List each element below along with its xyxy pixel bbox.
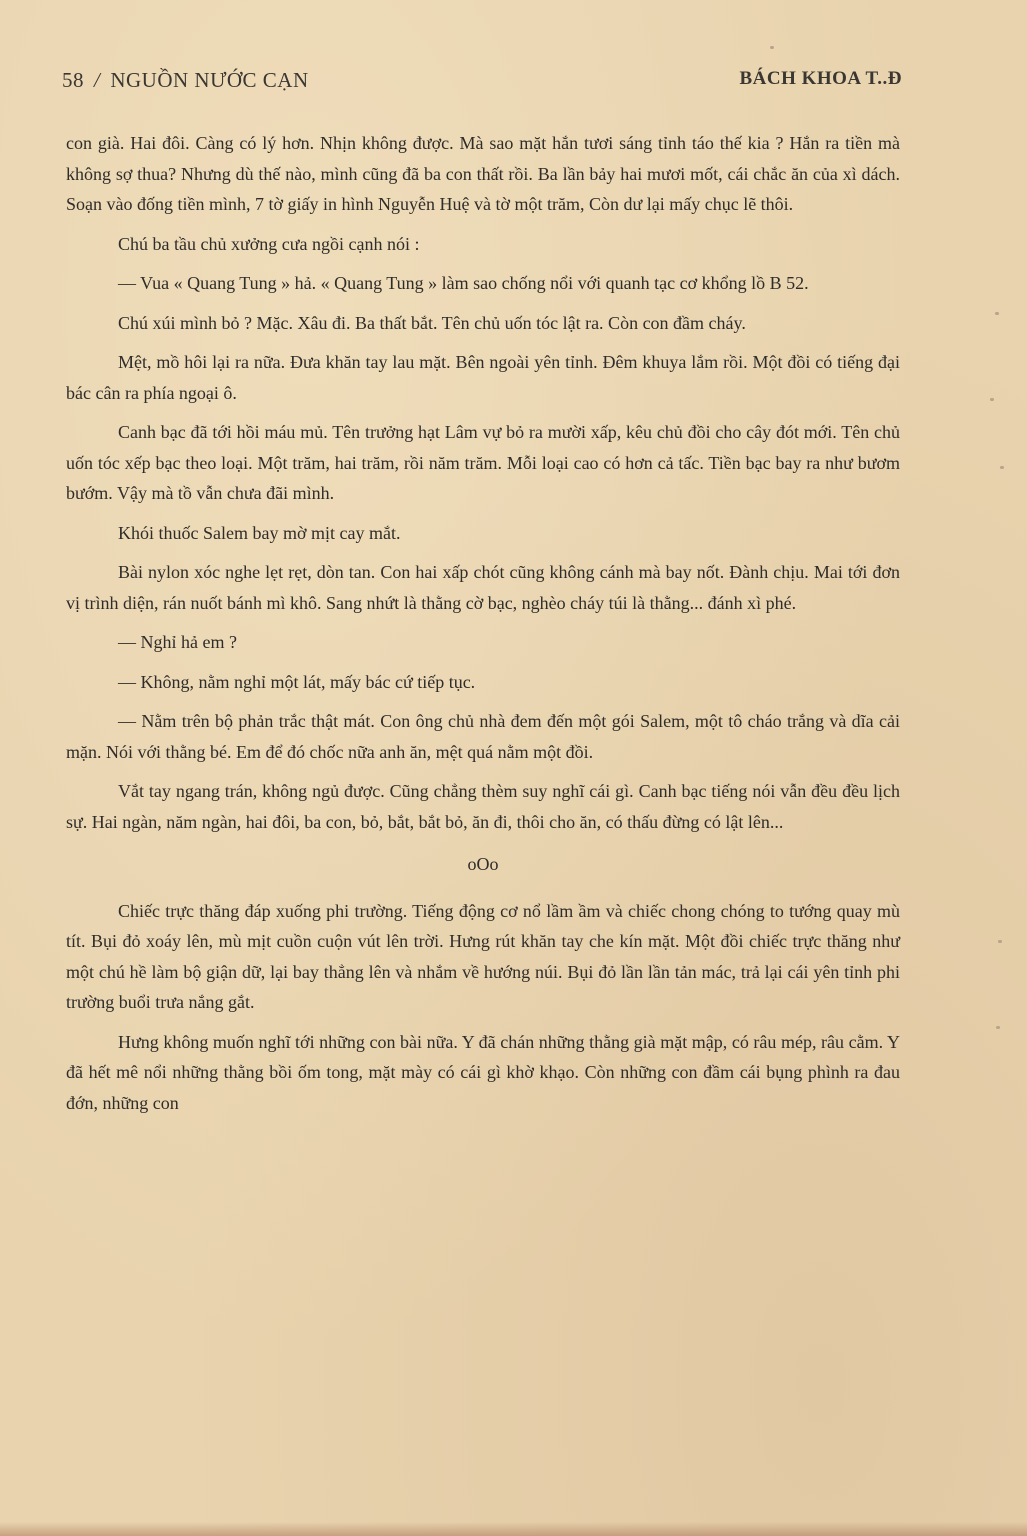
page-edge-shadow bbox=[0, 1522, 1027, 1536]
paragraph: Chú xúi mình bỏ ? Mặc. Xâu đi. Ba thất bắt. Tên chủ uốn tóc lật ra. Còn con đầm cháy. bbox=[118, 312, 746, 333]
paragraph: Hưng không muốn nghĩ tới những con bài nữa. Y đã chán những thằng già mặt mập, có râu mép, râu cằm. Y đã hết mê nổi những thằng bồi ốm tong, mặt mày có cái gì khờ khạo. Còn những con đầm cái bụng phình ra đau đớn, những con bbox=[66, 1031, 900, 1113]
paragraph: Mệt, mồ hôi lại ra nữa. Đưa khăn tay lau mặt. Bên ngoài yên tỉnh. Đêm khuya lắm rồi. Một đồi có tiếng đại bác cân ra phía ngoại ô. bbox=[66, 352, 900, 403]
paper-speck bbox=[990, 398, 994, 401]
dialogue-line: — Vua « Quang Tung » hả. « Quang Tung » làm sao chống nổi với quanh tạc cơ khổng lồ B 52. bbox=[118, 273, 809, 293]
page-number: 58 bbox=[62, 68, 84, 92]
paragraph: Chú ba tầu chủ xưởng cưa ngồi cạnh nói : bbox=[118, 233, 420, 254]
header-left bbox=[62, 68, 309, 93]
paper-speck bbox=[1000, 466, 1004, 469]
dialogue-line: — Nằm trên bộ phản trắc thật mát. Con ông chủ nhà đem đến một gói Salem, một tô cháo trắng và dĩa cải mặn. Nói với thằng bé. Em để đó chốc nữa anh ăn, mệt quá nằm một đồi. bbox=[66, 711, 900, 762]
paper-speck bbox=[998, 940, 1002, 943]
publication-name: BÁCH KHOA T..Đ bbox=[739, 68, 902, 89]
paragraph: con già. Hai đôi. Càng có lý hơn. Nhịn không được. Mà sao mặt hắn tươi sáng tỉnh táo thế kia ? Hắn ra tiền mà không sợ thua? Nhưng dù thế nào, mình cũng đã ba con thất rồi. Ba lần bảy hai mươi mốt, cái chắc ăn của xì dách. Soạn vào đống tiền mình, 7 tờ giấy in hình Nguyễn Huệ và tờ một trăm, Còn dư lại mấy chục lẽ thôi. bbox=[66, 133, 900, 214]
paper-speck bbox=[996, 1026, 1000, 1029]
paragraph: Khói thuốc Salem bay mờ mịt cay mắt. bbox=[118, 522, 401, 543]
body-text bbox=[66, 128, 900, 1127]
paragraph: Chiếc trực thăng đáp xuống phi trường. Tiếng động cơ nổ lầm ầm và chiếc chong chóng to tướng quay mù tít. Bụi đỏ xoáy lên, mù mịt cuồn cuộn vút lên trời. Hưng rút khăn tay che kín mặt. Một đồi chiếc trực thăng như một chú hề làm bộ giận dữ, lại bay thẳng lên và nhắm về hướng núi. Bụi đỏ lần lần tản mác, trả lại cái yên tỉnh phi trường buổi trưa nắng gắt. bbox=[66, 900, 900, 1012]
paragraph: Bài nylon xóc nghe lẹt rẹt, dòn tan. Con hai xấp chót cũng không cánh mà bay nốt. Đành chịu. Mai tới đơn vị trình diện, rán nuốt bánh mì khô. Sang nhứt là thằng cờ bạc, nghèo cháy túi là thằng... đánh xì phé. bbox=[66, 562, 900, 613]
dialogue-line: — Nghỉ hả em ? bbox=[118, 632, 237, 652]
section-title: NGUỒN NƯỚC CẠN bbox=[110, 68, 309, 92]
dialogue-line: — Không, nằm nghỉ một lát, mấy bác cứ tiếp tục. bbox=[118, 671, 476, 692]
paragraph: Canh bạc đã tới hồi máu mủ. Tên trưởng hạt Lâm vự bỏ ra mười xấp, kêu chủ đồi cho cây đót mới. Tên chủ uốn tóc xếp bạc theo loại. Một trăm, hai trăm, rồi năm trăm. Mỗi loại cao có hơn cả tấc. Tiền bạc bay ra như bươm bướm. Vậy mà tồ vẫn chưa đãi mình. bbox=[66, 422, 900, 503]
paper-speck bbox=[995, 312, 999, 315]
paper-speck bbox=[770, 46, 774, 49]
page-header bbox=[62, 68, 902, 102]
section-break: oOo bbox=[467, 854, 499, 874]
header-separator: / bbox=[94, 68, 101, 92]
paragraph: Vắt tay ngang trán, không ngủ được. Cũng chẳng thèm suy nghĩ cái gì. Canh bạc tiếng nói vẫn đều đều lịch sự. Hai ngàn, năm ngàn, hai đôi, ba con, bỏ, bắt, bắt bỏ, ăn đi, thôi cho ăn, có thấu đừng có lật lên... bbox=[66, 781, 900, 832]
